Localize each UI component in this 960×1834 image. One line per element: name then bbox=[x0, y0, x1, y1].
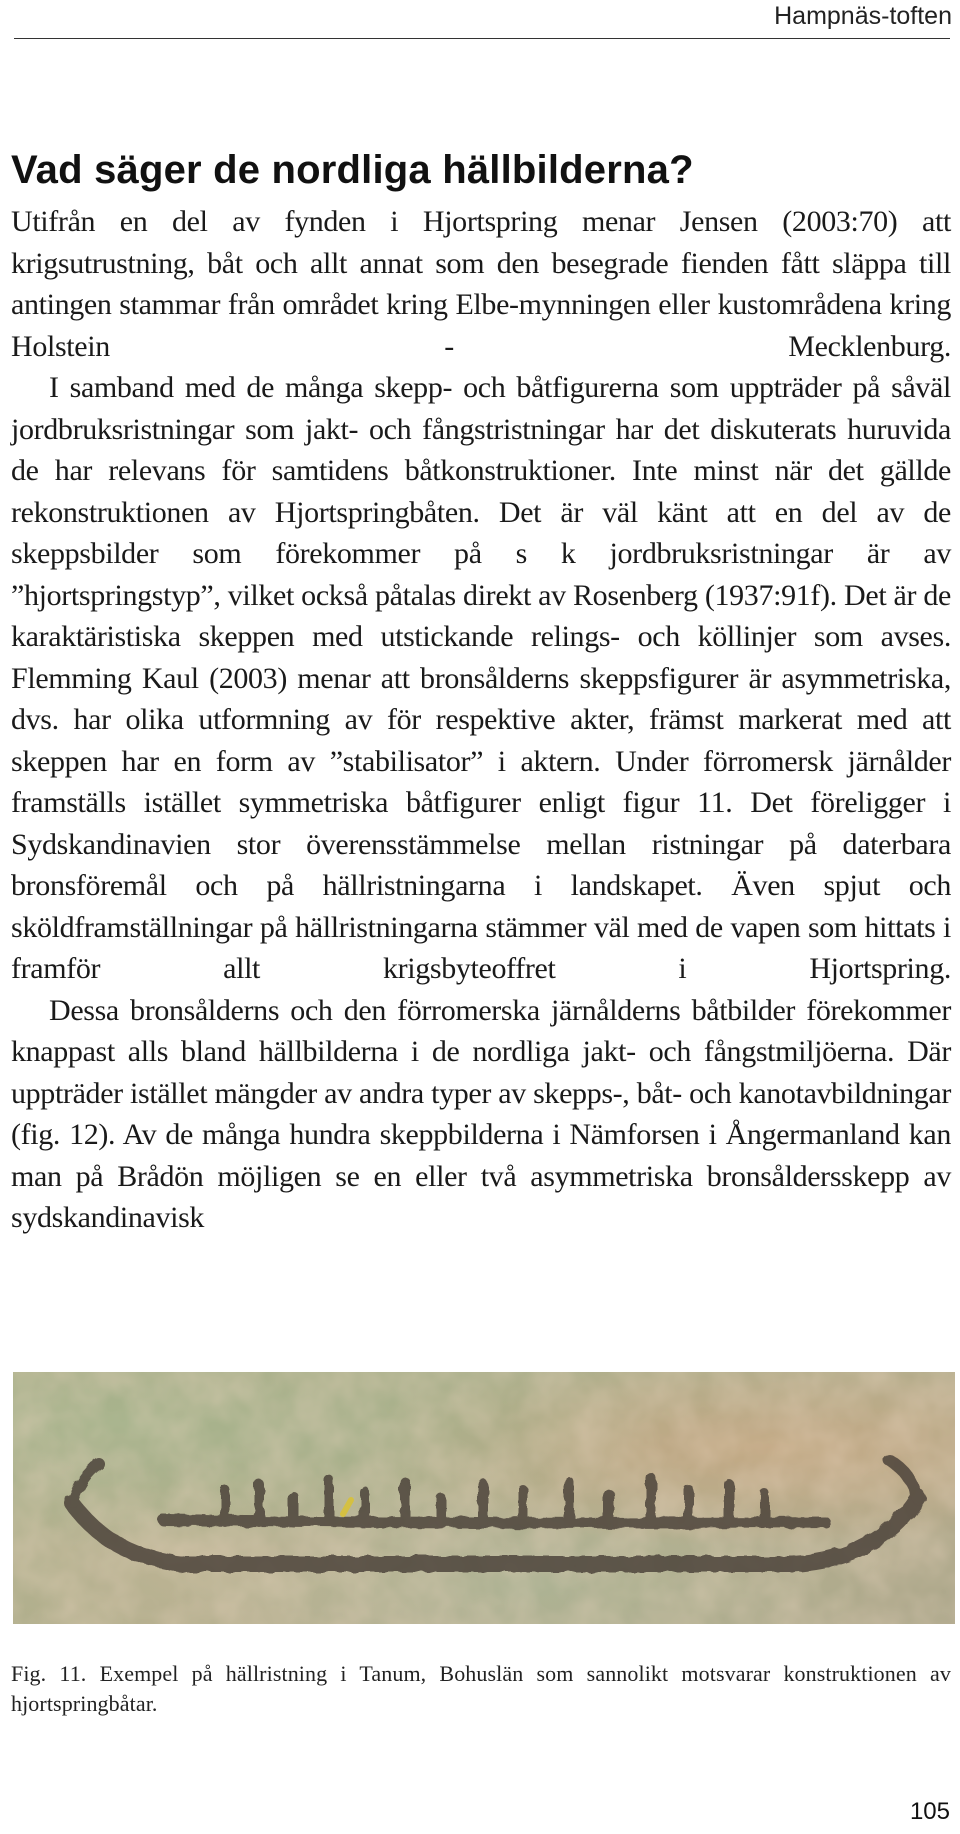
rock-carving-photo bbox=[13, 1372, 955, 1624]
section-heading: Vad säger de nordliga hällbilderna? bbox=[11, 148, 694, 192]
figure-caption: Fig. 11. Exempel på hällristning i Tanum, Bohuslän som sannolikt motsvarar konstruktionen av hjortspringbåtar. bbox=[11, 1661, 951, 1716]
body-text bbox=[11, 201, 951, 1239]
paragraph: I samband med de många skepp- och båtfigurerna som uppträder på såväl jordbruksristningar som jakt- och fångstristningar har det diskuterats huruvida de har relevans för samtidens båtkonstruktioner. Inte minst när det gällde rekonstruktionen av Hjortspringbåten. Det är väl känt att en del av de skeppsbilder som förekommer på s k jordbruksristningar är av ”hjortspringstyp”, vilket också påtalas direkt av Rosenberg (1937:91f). Det är de karaktäristiska skeppen med utstickande relings- och köllinjer som avses. Flemming Kaul (2003) menar att bronsålderns skeppsfigurer är asymmetriska, dvs. har olika utformning av för respektive akter, främst markerat med att skeppen har en form av ”stabilisator” i aktern. Under förromersk järnålder framställs istället symmetriska båtfigurer enligt figur 11. Det föreligger i Sydskandinavien stor överensstämmelse mellan ristningar på daterbara bronsföremål och på hällristningarna i landskapet. Även spjut och sköldframställningar på hällristningarna stämmer väl med de vapen som hittats i framför allt krigsbyteoffret i Hjortspring. bbox=[11, 371, 951, 985]
paragraph: Utifrån en del av fynden i Hjortspring menar Jensen (2003:70) att krigsutrustning, båt och allt annat som den besegrade fienden fått släppa till antingen stammar från området kring Elbe-mynningen eller kustområdena kring Holstein - Mecklenburg. bbox=[11, 205, 951, 363]
boat-carving-image bbox=[13, 1372, 955, 1624]
running-header: Hampnäs-toften bbox=[774, 2, 952, 30]
page-number: 105 bbox=[909, 1798, 950, 1825]
header-divider bbox=[14, 38, 950, 39]
paragraph: Dessa bronsålderns och den förromerska järnålderns båtbilder förekommer knappast alls bland hällbilderna i de nordliga jakt- och fångstmiljöerna. Där uppträder istället mängder av andra typer av skepps-, båt- och kanotavbildningar (fig. 12). Av de många hundra skeppbilderna i Nämforsen i Ångermanland kan man på Brådön möjligen se en eller två asymmetriska bronsåldersskepp av sydskandinavisk bbox=[11, 993, 951, 1234]
